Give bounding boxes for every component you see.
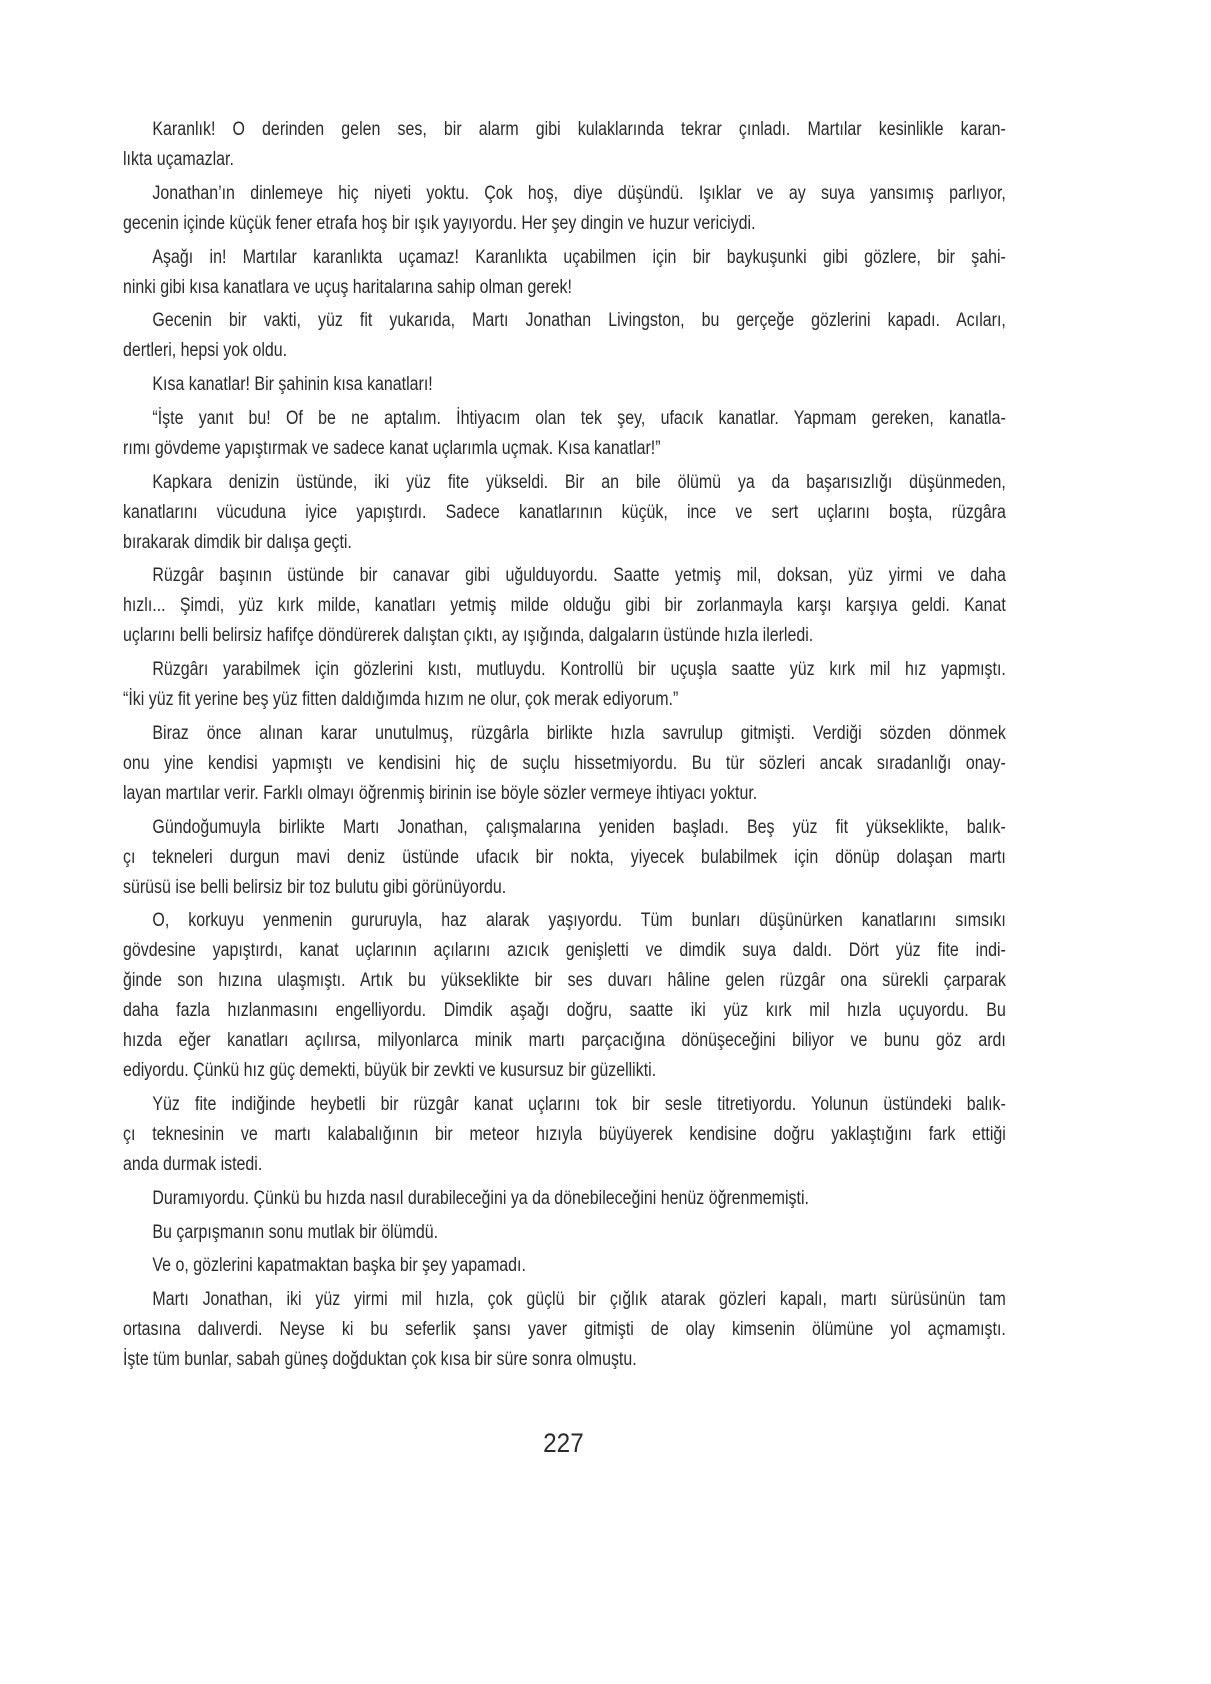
- text-line: uçlarını belli belirsiz hafifçe döndürerek dalıştan çıktı, ay ışığında, dalgaların üstünde hızla ilerledi.: [123, 625, 814, 647]
- text-line: sürüsü ise belli belirsiz bir toz bulutu gibi görünüyordu.: [123, 876, 507, 898]
- text-line: Gecenin bir vakti, yüz fit yukarıda, Martı Jonathan Livingston, bu gerçeğe gözlerini kapadı. Acıları,: [152, 310, 1006, 332]
- text-line: çı teknesinin ve martı kalabalığının bir meteor hızıyla büyüyerek kendisine doğru yaklaştığını fark ettiği: [123, 1124, 1006, 1145]
- text-line: Duramıyordu. Çünkü bu hızda nasıl durabileceğini ya da dönebileceğini henüz öğrenmemişti.: [152, 1187, 809, 1209]
- text-line: çı tekneleri durgun mavi deniz üstünde ufacık bir nokta, yiyecek bulabilmek için dönüp dolaşan martı: [123, 846, 1006, 868]
- text-line: daha fazla hızlanmasını engelliyordu. Dimdik aşağı doğru, saatte iki yüz kırk mil hızla uçuyordu. Bu: [123, 1000, 1006, 1022]
- paragraph: [123, 655, 1006, 715]
- text-line: Martı Jonathan, iki yüz yirmi mil hızla, çok güçlü bir çığlık atarak gözleri kapalı, martı sürüsünün tam: [152, 1289, 1006, 1310]
- text-line: ğinde son hızına ulaşmıştı. Artık bu yükseklikte bir ses duvarı hâline gelen rüzgâr ona sürekli çarparak: [123, 970, 1006, 992]
- page-number: 227: [543, 1428, 584, 1458]
- text-line: Kapkara denizin üstünde, iki yüz fite yükseldi. Bir an bile ölümü ya da başarısızlığı düşünmeden,: [152, 471, 1006, 493]
- text-line: ortasına dalıverdi. Neyse ki bu seferlik şansı yaver gitmişti de olay kimsenin ölümüne yol açmamıştı.: [123, 1319, 1006, 1340]
- paragraph: [123, 1251, 1006, 1281]
- paragraph: [123, 115, 1006, 175]
- text-line: Gündoğumuyla birlikte Martı Jonathan, çalışmalarına yeniden başladı. Beş yüz fit yükseklikte, balık-: [152, 816, 1006, 838]
- paragraph: [123, 561, 1006, 651]
- text-line: lıkta uçamazlar.: [123, 149, 234, 170]
- paragraph: [123, 1090, 1006, 1180]
- paragraph: [123, 1218, 1006, 1248]
- paragraph: [123, 468, 1006, 558]
- text-line: Jonathan’ın dinlemeye hiç niyeti yoktu. Çok hoş, diye düşündü. Işıklar ve ay suya yansımış parlıyor,: [152, 182, 1006, 204]
- paragraph: [123, 370, 1006, 400]
- text-line: Kısa kanatlar! Bir şahinin kısa kanatları!: [152, 374, 433, 395]
- text-line: gecenin içinde küçük fener etrafa hoş bir ışık yayıyordu. Her şey dingin ve huzur vericiydi.: [123, 212, 756, 234]
- paragraph: [123, 404, 1006, 464]
- text-line: Biraz önce alınan karar unutulmuş, rüzgârla birlikte hızla savrulup gitmişti. Verdiği sözden dönmek: [152, 722, 1006, 744]
- text-line: ediyordu. Çünkü hız güç demekti, büyük bir zevkti ve kusursuz bir güzellikti.: [123, 1060, 657, 1082]
- text-line: kanatlarını vücuduna iyice yapıştırdı. Sadece kanatlarının küçük, ince ve sert uçlarını boşta, rüzgâra: [123, 501, 1006, 523]
- text-line: İşte tüm bunlar, sabah güneş doğduktan çok kısa bir süre sonra olmuştu.: [123, 1349, 637, 1370]
- text-line: Rüzgârı yarabilmek için gözlerini kıstı, mutluydu. Kontrollü bir uçuşla saatte yüz kırk mil hız yapmıştı.: [152, 659, 1006, 680]
- paragraph: [123, 813, 1006, 903]
- text-line: rımı gövdeme yapıştırmak ve sadece kanat uçlarımla uçmak. Kısa kanatlar!”: [123, 437, 661, 459]
- paragraph: [123, 306, 1006, 366]
- paragraph: [123, 179, 1006, 239]
- text-line: anda durmak istedi.: [123, 1154, 263, 1175]
- text-line: Aşağı in! Martılar karanlıkta uçamaz! Karanlıkta uçabilmen için bir baykuşunki gibi gözlere, bir şahi-: [152, 246, 1006, 268]
- text-line: O, korkuyu yenmenin gururuyla, haz alarak yaşıyordu. Tüm bunları düşünürken kanatlarını sımsıkı: [152, 910, 1006, 932]
- text-line: hızlı... Şimdi, yüz kırk milde, kanatları yetmiş milde olduğu gibi bir zorlanmayla karşı karşıya geldi. Kanat: [123, 595, 1006, 617]
- text-line: Rüzgâr başının üstünde bir canavar gibi uğulduyordu. Saatte yetmiş mil, doksan, yüz yirmi ve daha: [152, 565, 1006, 587]
- paragraph: [123, 719, 1006, 809]
- text-line: ninki gibi kısa kanatlara ve uçuş haritalarına sahip olman gerek!: [123, 276, 572, 298]
- paragraph: [123, 1285, 1006, 1375]
- text-line: Ve o, gözlerini kapatmaktan başka bir şey yapamadı.: [152, 1255, 526, 1277]
- text-line: hızda eğer kanatları açılırsa, milyonlarca minik martı parçacığına dönüşeceğini biliyor ve bunu göz ardı: [123, 1030, 1006, 1052]
- paragraph: [123, 1184, 1006, 1214]
- text-line: bırakarak dimdik bir dalışa geçti.: [123, 531, 352, 553]
- text-line: “İşte yanıt bu! Of be ne aptalım. İhtiyacım olan tek şey, ufacık kanatlar. Yapmam gereken, kanatla-: [152, 407, 1006, 429]
- text-line: Bu çarpışmanın sonu mutlak bir ölümdü.: [152, 1221, 439, 1243]
- text-line: onu yine kendisi yapmıştı ve kendisini hiç de suçlu hissetmiyordu. Bu tür sözleri ancak sıradanlığı onay-: [123, 752, 1006, 774]
- text-line: Karanlık! O derinden gelen ses, bir alarm gibi kulaklarında tekrar çınladı. Martılar kesinlikle karan-: [152, 119, 1006, 140]
- text-line: “İki yüz fit yerine beş yüz fitten daldığımda hızım ne olur, çok merak ediyorum.”: [123, 689, 679, 710]
- text-line: layan martılar verir. Farklı olmayı öğrenmiş birinin ise böyle sözler vermeye ihtiyacı yoktur.: [123, 782, 758, 804]
- text-line: dertleri, hepsi yok oldu.: [123, 340, 288, 362]
- text-line: Yüz fite indiğinde heybetli bir rüzgâr kanat uçlarını tok bir sesle titretiyordu. Yolunun üstündeki balık-: [152, 1094, 1006, 1115]
- paragraph: [123, 243, 1006, 303]
- paragraph: [123, 906, 1006, 1086]
- body-text: [123, 115, 1006, 1379]
- text-line: gövdesine yapıştırdı, kanat uçlarının açılarını azıcık genişletti ve dimdik suya daldı. Dört yüz fite indi-: [123, 940, 1006, 962]
